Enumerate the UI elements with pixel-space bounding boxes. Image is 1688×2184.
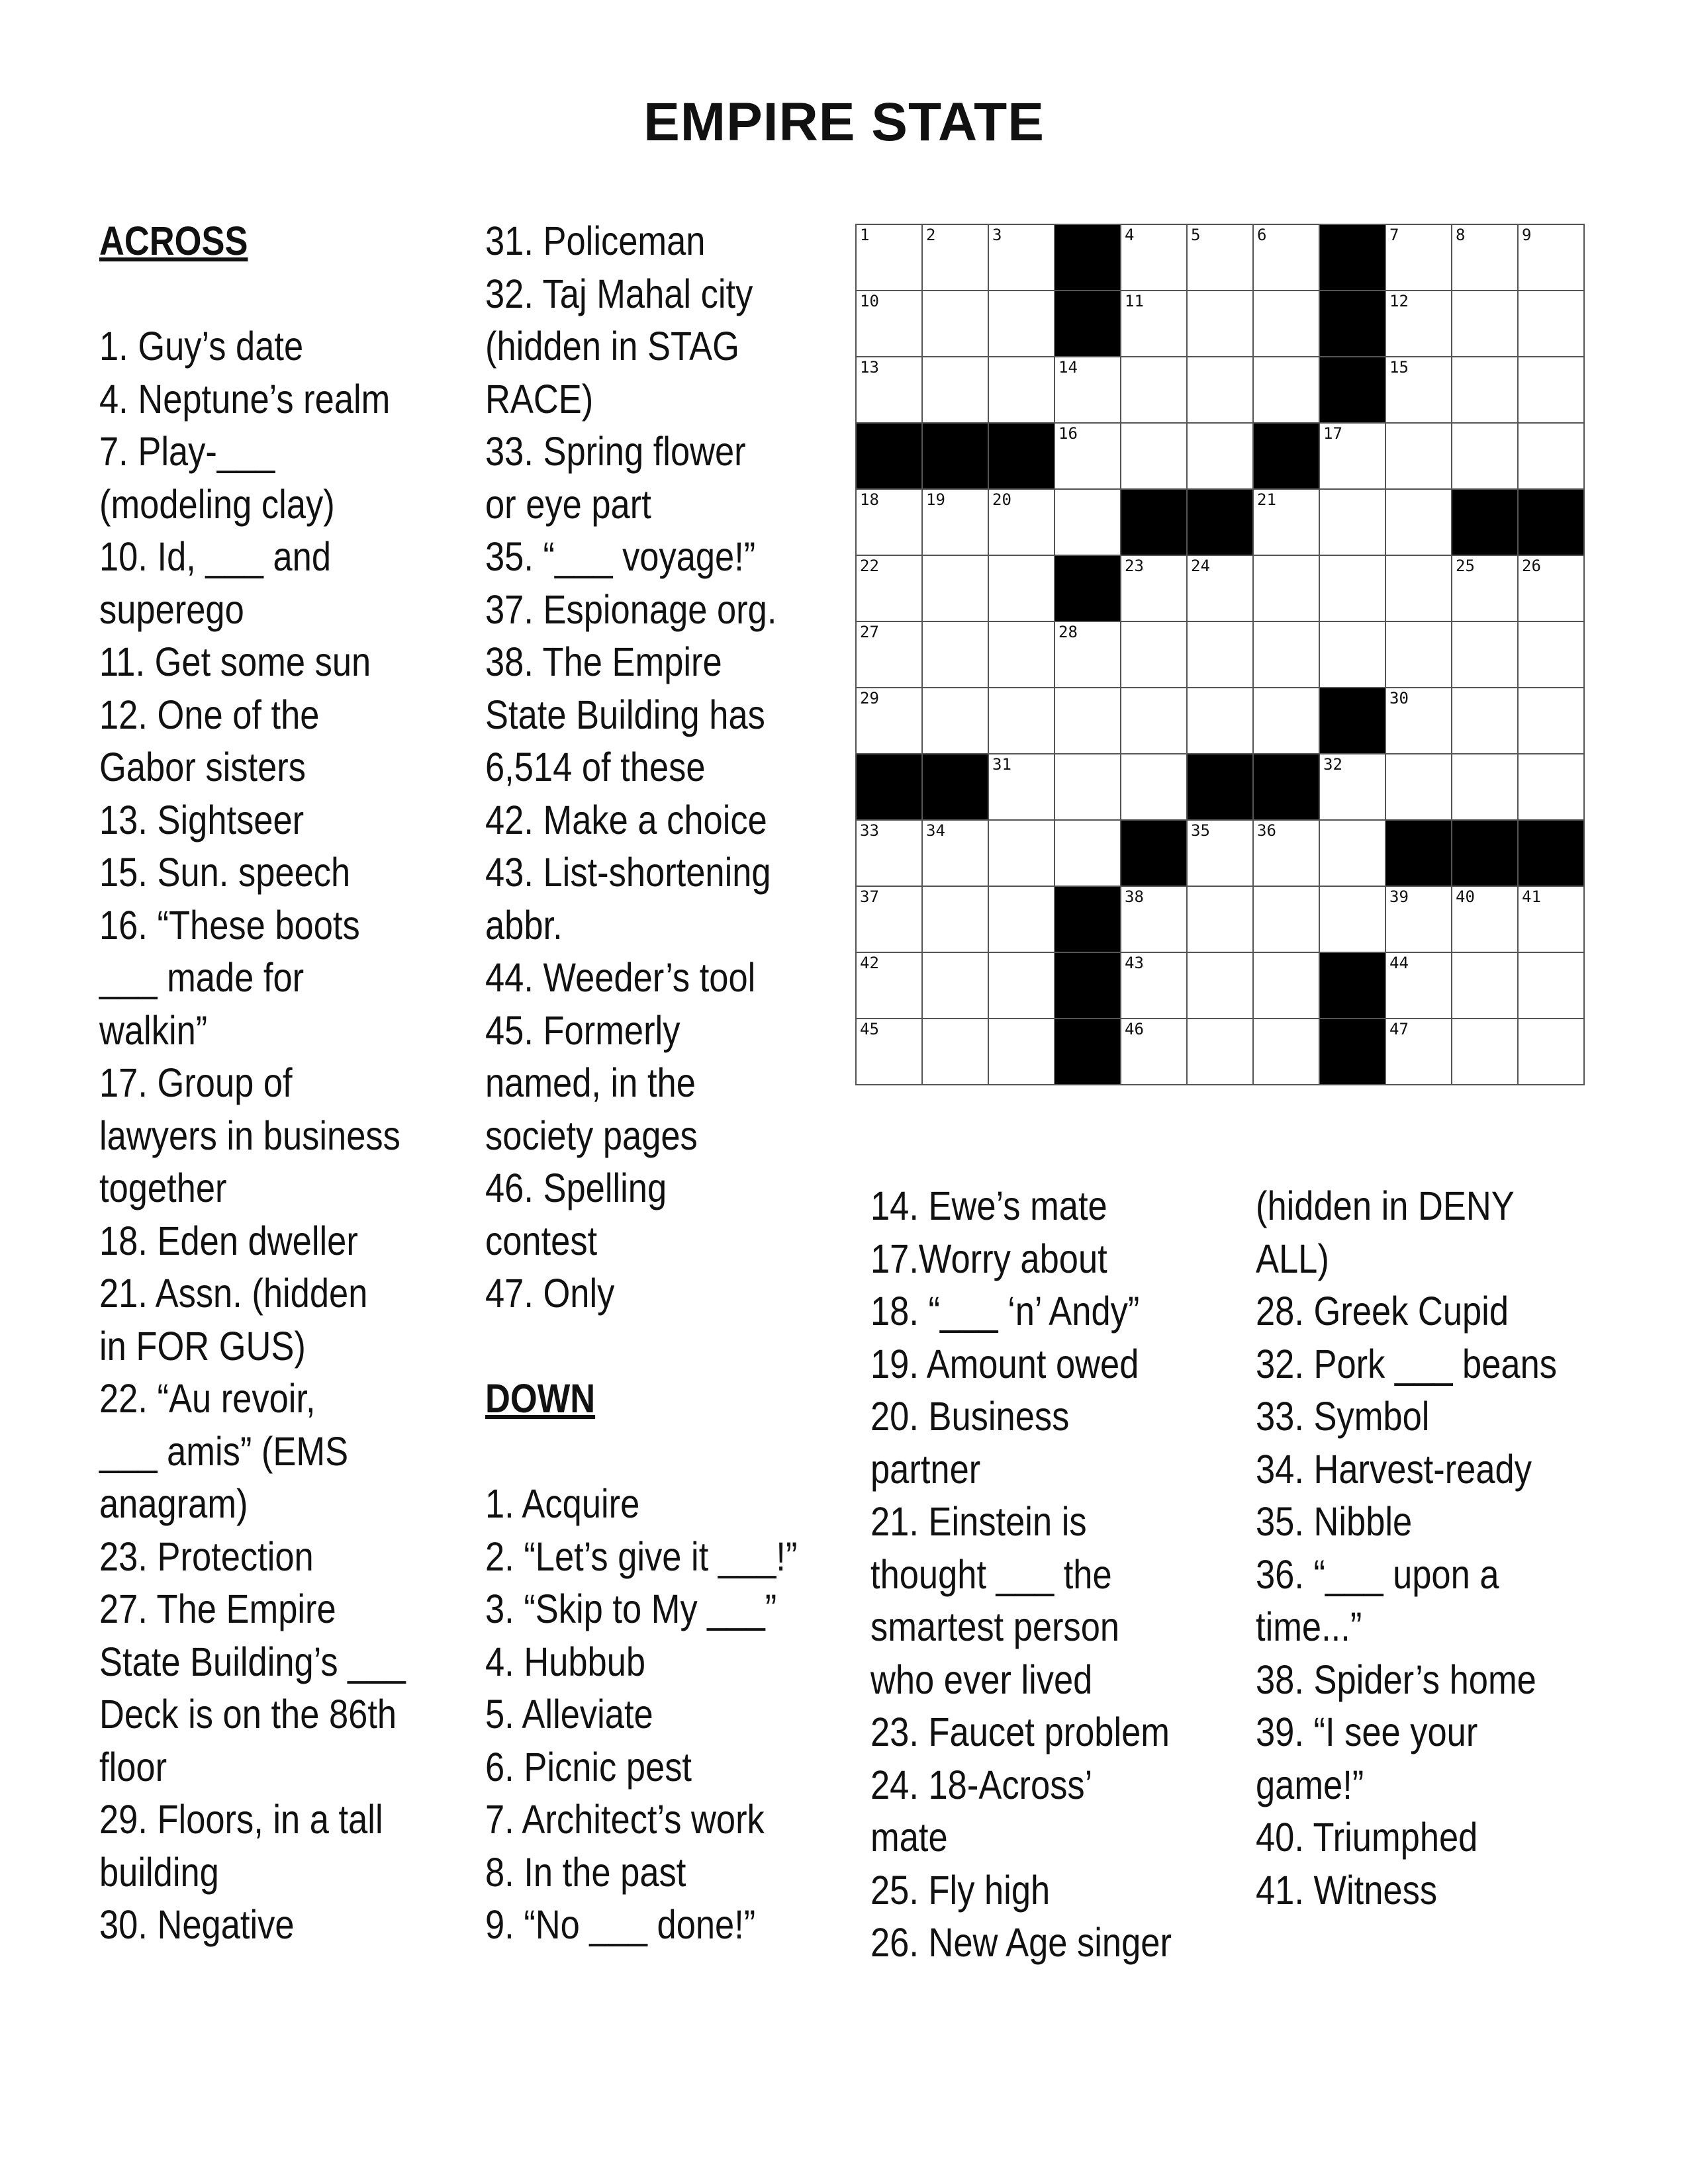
grid-cell[interactable]: [1121, 622, 1188, 688]
grid-cell[interactable]: [1386, 225, 1452, 291]
clue-line: 1. Guy’s date: [99, 324, 304, 369]
grid-cell[interactable]: [1386, 622, 1452, 688]
grid-cell[interactable]: [1519, 556, 1585, 622]
black-square: [923, 424, 989, 490]
cell-number: 8: [1456, 226, 1466, 244]
grid-cell[interactable]: [989, 1019, 1055, 1085]
cell-number: 34: [926, 821, 945, 840]
clue-line: 24. 18-Across’: [870, 1762, 1093, 1807]
grid-cell[interactable]: [1188, 887, 1254, 953]
clue-line: 19. Amount owed: [870, 1341, 1139, 1387]
cell-number: 43: [1125, 954, 1144, 972]
clue-line: 31. Policeman: [485, 218, 706, 263]
grid-cell[interactable]: [989, 556, 1055, 622]
grid-cell[interactable]: [1386, 887, 1452, 953]
grid-cell[interactable]: [923, 556, 989, 622]
grid-cell[interactable]: [1452, 622, 1519, 688]
clue-line: walkin”: [99, 1007, 208, 1053]
grid-cell[interactable]: [1386, 291, 1452, 357]
clue-line: 28. Greek Cupid: [1256, 1289, 1509, 1334]
cell-number: 44: [1389, 954, 1409, 972]
clue-line: floor: [99, 1744, 167, 1790]
cell-number: 7: [1389, 226, 1399, 244]
cell-number: 12: [1389, 292, 1409, 310]
black-square: [923, 754, 989, 821]
cell-number: 27: [860, 623, 879, 641]
grid-cell[interactable]: [1320, 490, 1386, 556]
black-square: [1320, 688, 1386, 754]
clue-line: 21. Assn. (hidden: [99, 1271, 368, 1316]
clue-line: 5. Alleviate: [485, 1692, 653, 1737]
clue-line: 21. Einstein is: [870, 1499, 1087, 1544]
grid-cell[interactable]: [923, 887, 989, 953]
cell-number: 3: [992, 226, 1002, 244]
clue-line: 7. Play-___: [99, 429, 275, 474]
grid-cell[interactable]: [1386, 424, 1452, 490]
clue-line: 6,514 of these: [485, 745, 706, 790]
grid-cell[interactable]: [989, 887, 1055, 953]
grid-cell[interactable]: [1121, 754, 1188, 821]
clue-line: thought ___ the: [870, 1551, 1112, 1597]
cell-number: 9: [1522, 226, 1532, 244]
grid-cell[interactable]: [1254, 225, 1320, 291]
grid-cell[interactable]: [989, 688, 1055, 754]
grid-cell[interactable]: [1519, 225, 1585, 291]
clue-line: together: [99, 1165, 227, 1210]
grid-cell[interactable]: [1386, 490, 1452, 556]
clue-line: 45. Formerly: [485, 1007, 680, 1053]
grid-cell[interactable]: [1320, 424, 1386, 490]
clue-line: 12. One of the: [99, 692, 320, 737]
cell-number: 18: [860, 490, 879, 509]
clue-line: 38. The Empire: [485, 639, 722, 684]
grid-cell[interactable]: [989, 754, 1055, 821]
black-square: [1055, 225, 1121, 291]
clue-line: 11. Get some sun: [99, 639, 371, 684]
grid-cell[interactable]: [1188, 357, 1254, 424]
cell-number: 35: [1191, 821, 1210, 840]
black-square: [1055, 556, 1121, 622]
cell-number: 14: [1058, 358, 1078, 377]
clue-line: (hidden in DENY: [1256, 1183, 1515, 1228]
grid-cell[interactable]: [1519, 887, 1585, 953]
grid-cell[interactable]: [1055, 424, 1121, 490]
grid-cell[interactable]: [857, 953, 923, 1019]
grid-cell[interactable]: [1452, 424, 1519, 490]
section-heading: ACROSS: [99, 218, 248, 263]
clue-line: 26. New Age singer: [870, 1920, 1172, 1965]
clue-line: 44. Weeder’s tool: [485, 955, 756, 1000]
clue-line: 3. “Skip to My ___”: [485, 1586, 777, 1631]
grid-cell[interactable]: [989, 490, 1055, 556]
grid-cell[interactable]: [923, 1019, 989, 1085]
grid-cell[interactable]: [1519, 291, 1585, 357]
clue-line: mate: [870, 1815, 948, 1860]
clue-line: 2. “Let’s give it ___!”: [485, 1533, 798, 1579]
grid-cell[interactable]: [1254, 490, 1320, 556]
clue-line: society pages: [485, 1113, 698, 1158]
grid-cell[interactable]: [1055, 490, 1121, 556]
cell-number: 20: [992, 490, 1011, 509]
grid-cell[interactable]: [1452, 1019, 1519, 1085]
cell-number: 21: [1257, 490, 1276, 509]
cell-number: 26: [1522, 557, 1541, 575]
cell-number: 11: [1125, 292, 1144, 310]
clue-line: State Building’s ___: [99, 1639, 406, 1684]
clue-line: or eye part: [485, 481, 651, 527]
grid-cell[interactable]: [1254, 556, 1320, 622]
grid-cell[interactable]: [989, 622, 1055, 688]
grid-cell[interactable]: [1320, 556, 1386, 622]
grid-cell[interactable]: [857, 688, 923, 754]
clue-line: named, in the: [485, 1060, 696, 1105]
black-square: [1121, 490, 1188, 556]
grid-cell[interactable]: [857, 1019, 923, 1085]
cell-number: 24: [1191, 557, 1210, 575]
clue-line: 30. Negative: [99, 1902, 295, 1947]
clue-line: 1. Acquire: [485, 1481, 640, 1526]
cell-number: 1: [860, 226, 870, 244]
grid-cell[interactable]: [1188, 821, 1254, 887]
grid-cell[interactable]: [989, 357, 1055, 424]
clue-line: building: [99, 1849, 219, 1895]
grid-cell[interactable]: [857, 887, 923, 953]
clue-line: Gabor sisters: [99, 745, 306, 790]
clue-line: 33. Spring flower: [485, 429, 746, 474]
cell-number: 29: [860, 689, 879, 707]
clue-line: 17.Worry about: [870, 1236, 1107, 1281]
puzzle-title: EMPIRE STATE: [643, 92, 1045, 152]
grid-cell[interactable]: [1386, 556, 1452, 622]
grid-cell[interactable]: [1121, 357, 1188, 424]
grid-cell[interactable]: [1121, 225, 1188, 291]
clue-line: time...”: [1256, 1604, 1362, 1649]
grid-cell[interactable]: [1386, 754, 1452, 821]
grid-cell[interactable]: [923, 225, 989, 291]
cell-number: 5: [1191, 226, 1201, 244]
clue-line: (modeling clay): [99, 481, 335, 527]
spacer: [485, 1426, 797, 1479]
black-square: [1121, 821, 1188, 887]
black-square: [857, 424, 923, 490]
clue-line: ___ made for: [99, 955, 305, 1000]
grid-cell[interactable]: [1254, 953, 1320, 1019]
cell-number: 17: [1323, 424, 1342, 443]
clue-line: 6. Picnic pest: [485, 1744, 692, 1790]
cell-number: 19: [926, 490, 945, 509]
grid-cell[interactable]: [857, 622, 923, 688]
down-clues-column-4: [1256, 1180, 1557, 1917]
cell-number: 47: [1389, 1020, 1409, 1038]
cell-number: 28: [1058, 623, 1078, 641]
cell-number: 36: [1257, 821, 1276, 840]
clue-line: ALL): [1256, 1236, 1329, 1281]
grid-cell[interactable]: [1121, 953, 1188, 1019]
cell-number: 10: [860, 292, 879, 310]
grid-cell[interactable]: [923, 490, 989, 556]
grid-cell[interactable]: [857, 490, 923, 556]
grid-cell[interactable]: [1452, 887, 1519, 953]
cell-number: 38: [1125, 887, 1144, 906]
grid-cell[interactable]: [1519, 622, 1585, 688]
grid-cell[interactable]: [1320, 821, 1386, 887]
clue-line: 37. Espionage org.: [485, 586, 777, 632]
grid-cell[interactable]: [1121, 1019, 1188, 1085]
grid-cell[interactable]: [923, 821, 989, 887]
clue-line: 7. Architect’s work: [485, 1797, 765, 1842]
grid-cell[interactable]: [1254, 887, 1320, 953]
black-square: [1254, 424, 1320, 490]
grid-cell[interactable]: [1452, 688, 1519, 754]
black-square: [1452, 490, 1519, 556]
black-square: [1320, 953, 1386, 1019]
grid-cell[interactable]: [1519, 688, 1585, 754]
clue-line: 32. Pork ___ beans: [1256, 1341, 1557, 1387]
clue-line: 35. Nibble: [1256, 1499, 1413, 1544]
black-square: [989, 424, 1055, 490]
grid-cell[interactable]: [1188, 1019, 1254, 1085]
cell-number: 2: [926, 226, 936, 244]
cell-number: 45: [860, 1020, 879, 1038]
clue-line: 41. Witness: [1256, 1867, 1438, 1913]
clue-line: 39. “I see your: [1256, 1709, 1478, 1754]
grid-cell[interactable]: [1188, 556, 1254, 622]
spacer: [485, 1320, 797, 1373]
black-square: [1519, 821, 1585, 887]
grid-cell[interactable]: [857, 225, 923, 291]
grid-cell[interactable]: [1188, 953, 1254, 1019]
cell-number: 13: [860, 358, 879, 377]
section-heading: DOWN: [485, 1376, 596, 1421]
grid-cell[interactable]: [989, 821, 1055, 887]
black-square: [1055, 887, 1121, 953]
cell-number: 4: [1125, 226, 1135, 244]
cell-number: 46: [1125, 1020, 1144, 1038]
grid-cell[interactable]: [1452, 357, 1519, 424]
grid-cell[interactable]: [923, 688, 989, 754]
cell-number: 32: [1323, 755, 1342, 774]
clue-line: 13. Sightseer: [99, 797, 305, 842]
cell-number: 41: [1522, 887, 1541, 906]
grid-cell[interactable]: [1386, 357, 1452, 424]
grid-cell[interactable]: [1254, 688, 1320, 754]
clue-line: 23. Faucet problem: [870, 1709, 1170, 1754]
clue-line: who ever lived: [870, 1657, 1093, 1702]
clue-line: 22. “Au revoir,: [99, 1376, 316, 1421]
clue-line: 18. “___ ‘n’ Andy”: [870, 1289, 1140, 1334]
black-square: [857, 754, 923, 821]
clue-line: 23. Protection: [99, 1533, 314, 1579]
down-clues-column-3: [870, 1180, 1172, 1970]
grid-cell[interactable]: [1519, 754, 1585, 821]
black-square: [1254, 754, 1320, 821]
grid-cell[interactable]: [1188, 291, 1254, 357]
clue-line: 40. Triumphed: [1256, 1815, 1478, 1860]
clue-line: 33. Symbol: [1256, 1394, 1430, 1439]
clue-line: 20. Business: [870, 1394, 1070, 1439]
grid-cell[interactable]: [923, 357, 989, 424]
clue-line: contest: [485, 1218, 598, 1263]
grid-cell[interactable]: [857, 556, 923, 622]
clue-line: RACE): [485, 376, 594, 422]
grid-cell[interactable]: [1254, 821, 1320, 887]
grid-cell[interactable]: [1188, 622, 1254, 688]
clue-line: 25. Fly high: [870, 1867, 1051, 1913]
grid-cell[interactable]: [1519, 357, 1585, 424]
clue-line: anagram): [99, 1481, 248, 1526]
clue-line: State Building has: [485, 692, 765, 737]
grid-cell[interactable]: [989, 225, 1055, 291]
clue-line: 46. Spelling: [485, 1165, 667, 1210]
black-square: [1386, 821, 1452, 887]
clue-line: abbr.: [485, 902, 563, 948]
cell-number: 22: [860, 557, 879, 575]
clue-line: 18. Eden dweller: [99, 1218, 358, 1263]
grid-cell[interactable]: [1055, 357, 1121, 424]
clue-line: 8. In the past: [485, 1849, 686, 1895]
clue-line: Deck is on the 86th: [99, 1692, 397, 1737]
clue-line: superego: [99, 586, 244, 632]
clue-line: partner: [870, 1446, 981, 1492]
grid-cell[interactable]: [1055, 754, 1121, 821]
across-clues-column: [99, 215, 406, 1952]
grid-cell[interactable]: [923, 622, 989, 688]
black-square: [1320, 1019, 1386, 1085]
grid-cell[interactable]: [1386, 953, 1452, 1019]
grid-cell[interactable]: [857, 357, 923, 424]
grid-cell[interactable]: [989, 953, 1055, 1019]
grid-cell[interactable]: [1121, 688, 1188, 754]
cell-number: 25: [1456, 557, 1475, 575]
grid-cell[interactable]: [1452, 556, 1519, 622]
black-square: [1320, 291, 1386, 357]
clue-line: 47. Only: [485, 1271, 615, 1316]
clue-line: 38. Spider’s home: [1256, 1657, 1536, 1702]
cell-number: 40: [1456, 887, 1475, 906]
grid-cell[interactable]: [1188, 688, 1254, 754]
clue-line: 4. Hubbub: [485, 1639, 646, 1684]
clue-line: 27. The Empire: [99, 1586, 336, 1631]
clue-line: 4. Neptune’s realm: [99, 376, 391, 422]
clue-line: in FOR GUS): [99, 1323, 306, 1369]
black-square: [1188, 754, 1254, 821]
grid-cell[interactable]: [923, 291, 989, 357]
grid-cell[interactable]: [1452, 225, 1519, 291]
clue-line: 29. Floors, in a tall: [99, 1797, 383, 1842]
grid-cell[interactable]: [1519, 424, 1585, 490]
grid-cell[interactable]: [1320, 754, 1386, 821]
cell-number: 42: [860, 954, 879, 972]
black-square: [1320, 225, 1386, 291]
clue-line: 43. List-shortening: [485, 850, 771, 895]
clue-line: 36. “___ upon a: [1256, 1551, 1499, 1597]
grid-cell[interactable]: [1254, 291, 1320, 357]
cell-number: 15: [1389, 358, 1409, 377]
black-square: [1188, 490, 1254, 556]
grid-cell[interactable]: [1452, 953, 1519, 1019]
cell-number: 23: [1125, 557, 1144, 575]
grid-cell[interactable]: [1055, 622, 1121, 688]
clues-column-2: [485, 215, 797, 1952]
grid-cell[interactable]: [1386, 1019, 1452, 1085]
grid-cell[interactable]: [989, 291, 1055, 357]
clue-line: 16. “These boots: [99, 902, 360, 948]
grid-cell[interactable]: [1519, 953, 1585, 1019]
grid-cell[interactable]: [857, 291, 923, 357]
black-square: [1055, 291, 1121, 357]
clue-line: 32. Taj Mahal city: [485, 271, 753, 316]
grid-cell[interactable]: [1519, 1019, 1585, 1085]
grid-cell[interactable]: [1320, 887, 1386, 953]
clue-line: 42. Make a choice: [485, 797, 767, 842]
cell-number: 37: [860, 887, 879, 906]
clue-line: smartest person: [870, 1604, 1120, 1649]
black-square: [1519, 490, 1585, 556]
clue-line: lawyers in business: [99, 1113, 400, 1158]
cell-number: 6: [1257, 226, 1267, 244]
grid-cell[interactable]: [857, 821, 923, 887]
grid-cell[interactable]: [1386, 688, 1452, 754]
clue-line: 34. Harvest-ready: [1256, 1446, 1532, 1492]
grid-cell[interactable]: [1254, 1019, 1320, 1085]
grid-cell[interactable]: [1121, 424, 1188, 490]
black-square: [1055, 953, 1121, 1019]
cell-number: 39: [1389, 887, 1409, 906]
crossword-grid: [855, 224, 1585, 1085]
cell-number: 33: [860, 821, 879, 840]
clue-line: 17. Group of: [99, 1060, 293, 1105]
clue-line: ___ amis” (EMS: [99, 1428, 349, 1474]
clue-line: game!”: [1256, 1762, 1364, 1807]
grid-cell[interactable]: [1188, 424, 1254, 490]
clue-line: 9. “No ___ done!”: [485, 1902, 756, 1947]
grid-cell[interactable]: [1254, 622, 1320, 688]
cell-number: 16: [1058, 424, 1078, 443]
grid-cell[interactable]: [1121, 556, 1188, 622]
clue-line: 15. Sun. speech: [99, 850, 351, 895]
clue-line: (hidden in STAG: [485, 324, 739, 369]
spacer: [99, 268, 406, 321]
grid-cell[interactable]: [923, 953, 989, 1019]
grid-cell[interactable]: [1452, 754, 1519, 821]
grid-cell[interactable]: [1320, 622, 1386, 688]
black-square: [1055, 1019, 1121, 1085]
grid-cell[interactable]: [1055, 688, 1121, 754]
grid-cell[interactable]: [1121, 887, 1188, 953]
clue-line: 10. Id, ___ and: [99, 534, 332, 579]
grid-cell[interactable]: [1188, 225, 1254, 291]
grid-cell[interactable]: [1121, 291, 1188, 357]
clue-line: 14. Ewe’s mate: [870, 1183, 1107, 1228]
grid-cell[interactable]: [1254, 357, 1320, 424]
cell-number: 31: [992, 755, 1011, 774]
grid-cell[interactable]: [1055, 821, 1121, 887]
clue-line: 35. “___ voyage!”: [485, 534, 756, 579]
grid-cell[interactable]: [1452, 291, 1519, 357]
black-square: [1320, 357, 1386, 424]
black-square: [1452, 821, 1519, 887]
cell-number: 30: [1389, 689, 1409, 707]
